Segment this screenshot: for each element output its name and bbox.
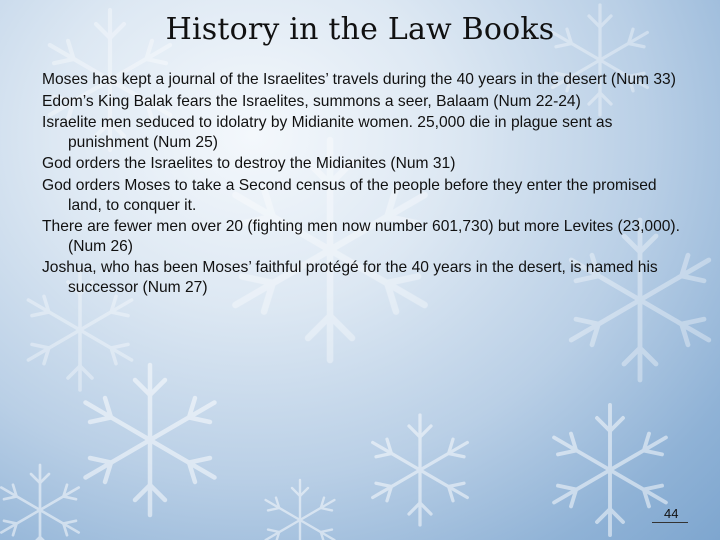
page-number: 44 [664, 506, 679, 521]
bullet-item: Moses has kept a journal of the Israelites’ travels during the 40 years in the desert (Num 33) [42, 71, 676, 88]
bullet-item: God orders the Israelites to destroy the Midianites (Num 31) [42, 155, 456, 173]
bullet-item: Edom’s King Balak fears the Israelites, summons a seer, Balaam (Num 22-24) [42, 92, 581, 110]
slide-title: History in the Law Books [165, 12, 555, 47]
bullet-item: There are fewer men over 20 (fighting men now number 601,730) but more Levites (23,000). (Num 26) [42, 218, 680, 255]
bullet-item: Israelite men seduced to idolatry by Midianite women. 25,000 die in plague sent as punishment (Num 25) [42, 114, 613, 151]
bullet-item: Joshua, who has been Moses’ faithful protégé for the 40 years in the desert, is named his successor (Num 27) [42, 259, 658, 296]
bullet-list [42, 70, 692, 300]
bullet-item: God orders Moses to take a Second census of the people before they enter the promised land, to conquer it. [42, 176, 657, 214]
page-number-underline [652, 522, 688, 523]
